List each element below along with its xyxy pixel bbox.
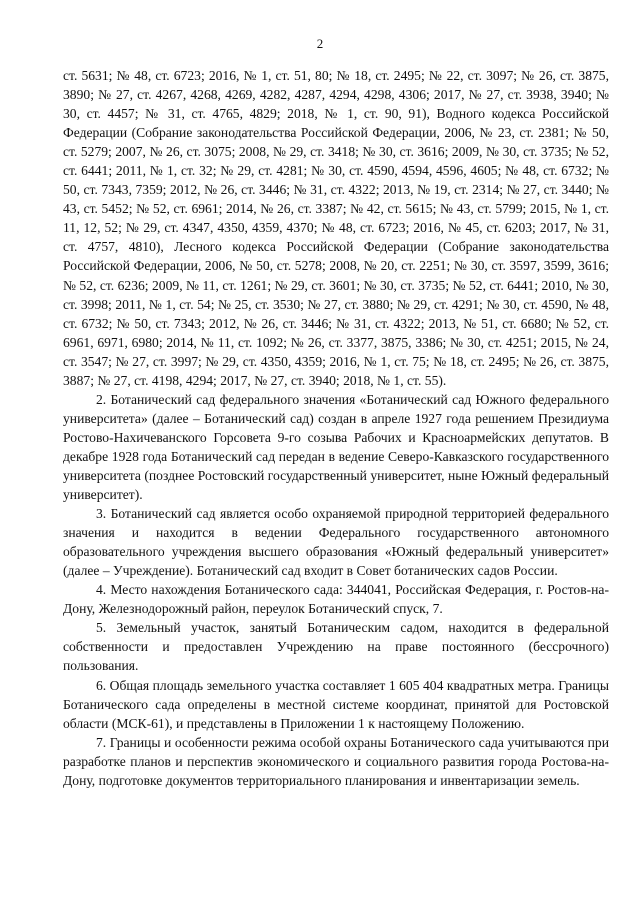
paragraph-item-3: 3. Ботанический сад является особо охраняемой природной территорией федерального значения и находится в ведении Федерального государственного автономного образовательного учреждения высшего образования «Южный федеральный университет» (далее – Учреждение). Ботанический сад входит в Совет ботанических садов России. <box>63 506 609 579</box>
paragraph-item-7: 7. Границы и особенности режима особой охраны Ботанического сада учитываются при разработке планов и перспектив экономического и социального развития города Ростова-на-Дону, подготовке документов территориального планирования и инвентаризации земель. <box>63 734 609 788</box>
paragraph-item-4: 4. Место нахождения Ботанического сада: 344041, Российская Федерация, г. Ростов-на-Дону, Железнодорожный район, переулок Ботанический спуск, 7. <box>63 582 609 617</box>
page-number: 2 <box>316 36 324 51</box>
paragraph-item-6: 6. Общая площадь земельного участка составляет 1 605 404 квадратных метра. Границы Ботанического сада определены в местной системе координат, принятой для Ростовской области (МСК-61), и представлены в Приложении 1 к настоящему Положению. <box>63 677 609 731</box>
paragraph-item-5: 5. Земельный участок, занятый Ботаническим садом, находится в федеральной собственности и предоставлен Учреждению на праве постоянного (бессрочного) пользования. <box>63 620 609 674</box>
paragraph-item-2: 2. Ботанический сад федерального значения «Ботанический сад Южного федерального университета» (далее – Ботанический сад) создан в апреле 1927 года решением Президиума Ростово-Нахичеванского Горсовета 9-го созыва Рабочих и Красноармейских депутатов. В декабре 1928 года Ботанический сад передан в ведение Северо-Кавказского государственного университета (позднее Ростовский государственный университет, ныне Южный федеральный университет). <box>63 391 609 503</box>
document-body <box>63 66 609 790</box>
paragraph-continuation: ст. 5631; № 48, ст. 6723; 2016, № 1, ст. 51, 80; № 18, ст. 2495; № 22, ст. 3097; № 26, ст. 3875, 3890; № 27, ст. 4267, 4268, 4269, 4282, 4287, 4294, 4298, 4306; 2017, № 27, ст. 3938, 3940; № 30, ст. 4457; № 31, ст. 4765, 4829; 2018, № 1, ст. 90, 91), Водного кодекса Российской Федерации (Собрание законодательства Российской Федерации, 2006, № 23, ст. 2381; № 50, ст. 5279; 2007, № 26, ст. 3075; 2008, № 29, ст. 3418; № 30, ст. 3616; 2009, № 30, ст. 3735; № 52, ст. 6441; 2011, № 1, ст. 32; № 29, ст. 4281; № 30, ст. 4590, 4594, 4596, 4605; № 48, ст. 6732; № 50, ст. 7343, 7359; 2012, № 26, ст. 3446; № 31, ст. 4322; 2013, № 19, ст. 2314; № 27, ст. 3440; № 43, ст. 5452; № 52, ст. 6961; 2014, № 26, ст. 3387; № 42, ст. 5615; № 43, ст. 5799; 2015, № 1, ст. 11, 12, 52; № 29, ст. 4347, 4350, 4359, 4370; № 48, ст. 6723; 2016, № 45, ст. 6203; 2017, № 31, ст. 4757, 4810), Лесного кодекса Российской Федерации (Собрание законодательства Российской Федерации, 2006, № 50, ст. 5278; 2008, № 20, ст. 2251; № 30, ст. 3597, 3599, 3616; № 52, ст. 6236; 2009, № 11, ст. 1261; № 29, ст. 3601; № 30, ст. 3735; № 52, ст. 6441; 2010, № 30, ст. 3998; 2011, № 1, ст. 54; № 25, ст. 3530; № 27, ст. 3880; № 29, ст. 4291; № 30, ст. 4590, № 48, ст. 6732; № 50, ст. 7343; 2012, № 26, ст. 3446; № 31, ст. 4322; 2013, № 51, ст. 6680; № 52, ст. 6961, 6971, 6980; 2014, № 11, ст. 1092; № 26, ст. 3377, 3875, 3386; № 30, ст. 4251; 2015, № 24, ст. 3547; № 27, ст. 3997; № 29, ст. 4350, 4359; 2016, № 1, ст. 75; № 18, ст. 2495; № 26, ст. 3875, 3887; № 27, ст. 4198, 4294; 2017, № 27, ст. 3940; 2018, № 1, ст. 55). <box>63 68 609 388</box>
